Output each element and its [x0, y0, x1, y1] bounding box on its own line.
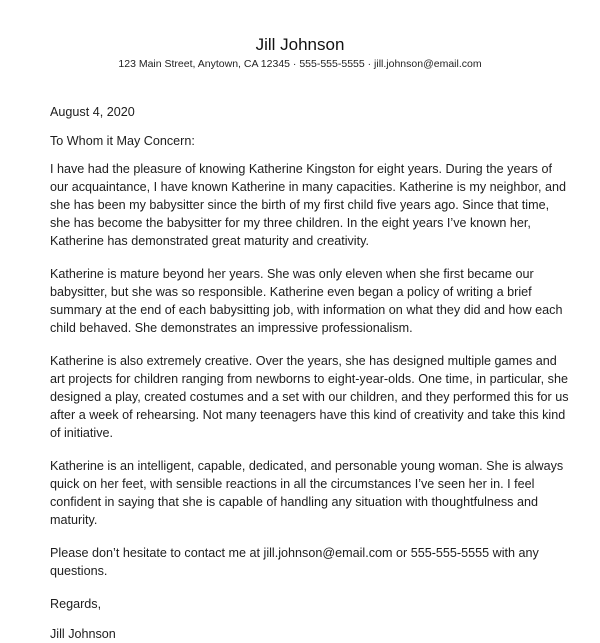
letter-date: August 4, 2020 [50, 105, 135, 119]
letter-paragraph-1: I have had the pleasure of knowing Katherine Kingston for eight years. During the years of our acquaintance, I have known Katherine in many capacities. Katherine is my neighbor, and she has been my babysitter since the birth of my first child five years ago. Since that time, she has become the babysitter for my three children. In the eight years I’ve known her, Katherine has demonstrated great maturity and creativity. [50, 162, 566, 248]
sender-contact-line: 123 Main Street, Anytown, CA 12345 · 555-555-5555 · jill.johnson@email.com [118, 58, 482, 70]
letter-closing: Regards, [50, 597, 102, 611]
letter-body [50, 103, 570, 643]
letter-salutation: To Whom it May Concern: [50, 134, 195, 148]
sender-name: Jill Johnson [255, 35, 345, 54]
letter-paragraph-3: Katherine is also extremely creative. Over the years, she has designed multiple games and art projects for children ranging from newborns to eight-year-olds. One time, in particular, she designed a play, created costumes and a set with our children, and they performed this for us after a week of rehearsing. Not many teenagers have this kind of creativity and take this kind of initiative. [50, 354, 569, 440]
letter-header [0, 34, 600, 71]
letter-paragraph-2: Katherine is mature beyond her years. She was only eleven when she first became our babysitter, but she was so responsible. Katherine even began a policy of writing a brief summary at the end of each babysitting job, with information on what they did and how each child behaved. She demonstrates an impressive professionalism. [50, 267, 563, 335]
letter-paragraph-5: Please don’t hesitate to contact me at jill.johnson@email.com or 555-555-5555 with any questions. [50, 546, 539, 578]
letter-paragraph-4: Katherine is an intelligent, capable, dedicated, and personable young woman. She is always quick on her feet, with sensible reactions in all the circumstances I’ve seen her in. I feel confident in saying that she is capable of handling any situation with thoughtfulness and maturity. [50, 459, 564, 527]
letter-signature: Jill Johnson [50, 627, 116, 641]
